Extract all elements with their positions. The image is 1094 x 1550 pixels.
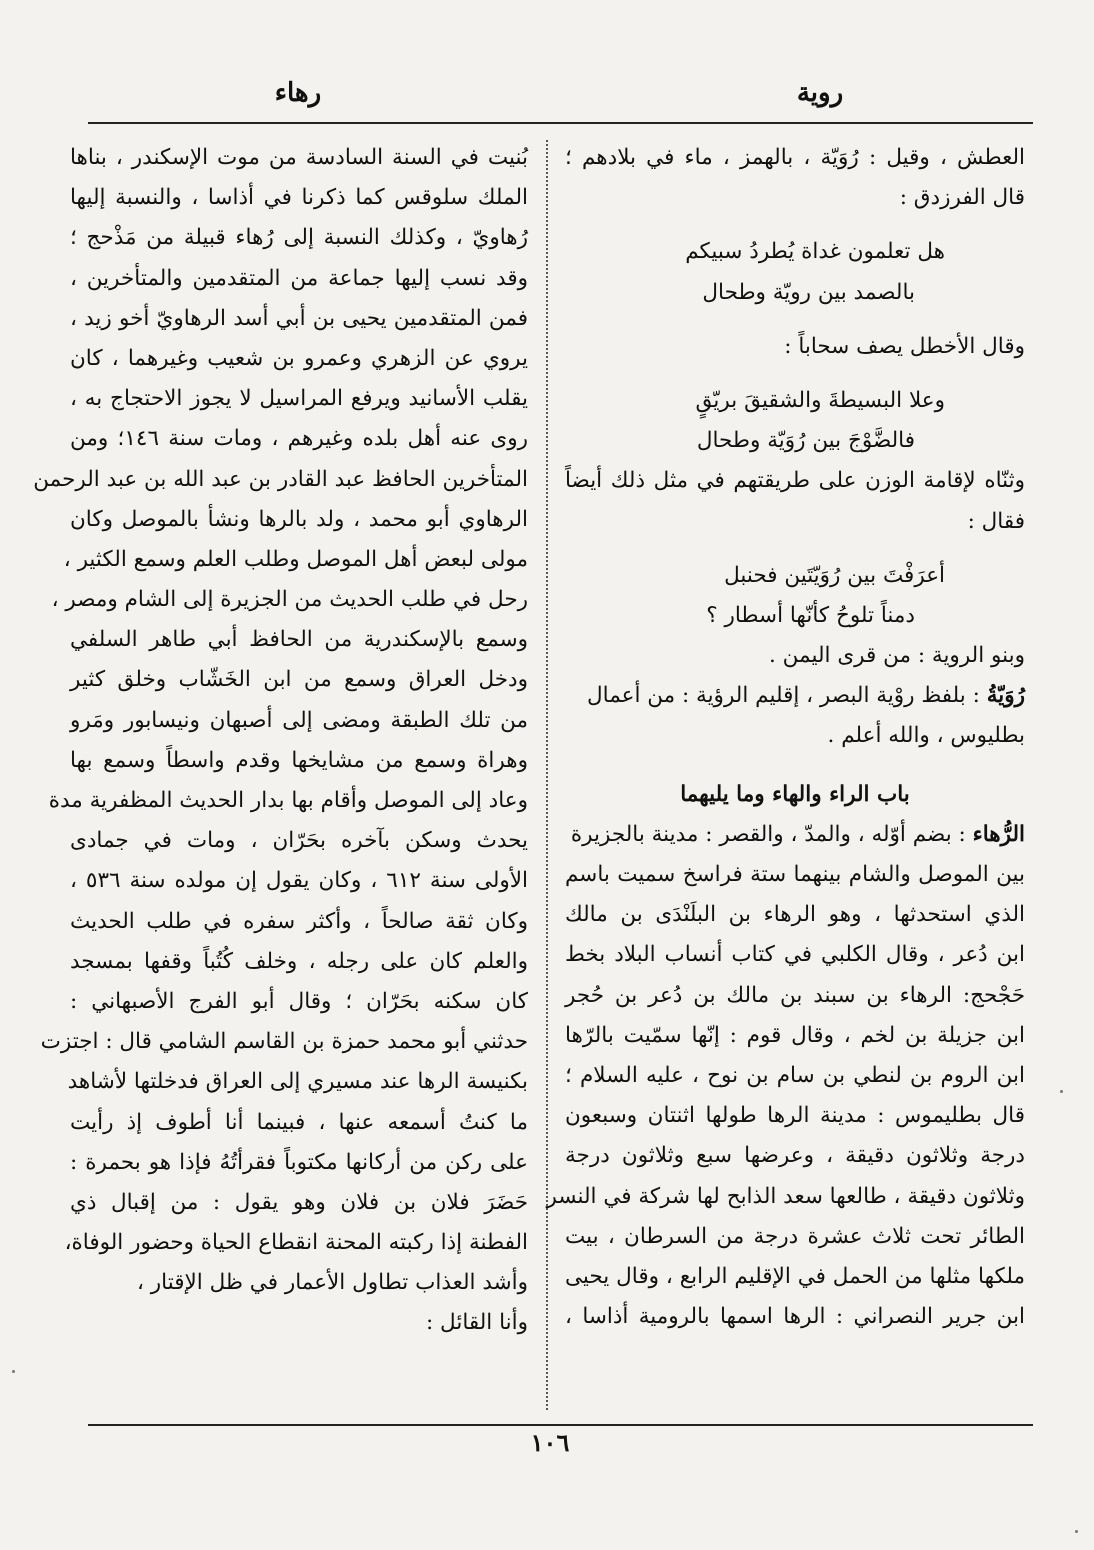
- text-line: على ركن من أركانها مكتوباً فقرأتُهُ فإذا هو بحمرة :: [70, 1149, 528, 1175]
- text-line: فمن المتقدمين يحيى بن أبي أسد الرهاويّ أخو زيد ،: [70, 305, 528, 331]
- text-line: قال بطليموس : مدينة الرها طولها اثنتان وسبعون: [565, 1103, 1025, 1129]
- text-line: وقد نسب إليها جماعة من المتقدمين والمتأخرين ،: [70, 265, 528, 291]
- scan-speck: [1060, 1090, 1063, 1093]
- text-line: رُهاويّ ، وكذلك النسبة إلى رُهاء قبيلة من مَذْحج ؛: [70, 225, 528, 251]
- text-line: يروي عن الزهري وعمرو بن شعيب وغيرهما ، كان: [70, 345, 528, 371]
- text-line: بكنيسة الرها عند مسيري إلى العراق فدخلتها لأشاهد: [67, 1069, 528, 1095]
- scan-speck: [1075, 1530, 1078, 1533]
- text-line: حَضَرَ فلان بن فلان وهو يقول : من إقبال ذي: [70, 1189, 528, 1215]
- text-line: وقال الأخطل يصف سحاباً :: [784, 333, 1025, 359]
- text-line: الأولى سنة ٦١٢ ، وكان يقول إن مولده سنة ٥٣٦ ،: [70, 868, 528, 894]
- entry-headword: الرُّهاء: [972, 821, 1025, 847]
- text-line: مولى لبعض أهل الموصل وطلب العلم وسمع الكثير ،: [63, 546, 528, 572]
- verse-line: فالضَّوْجَ بين رُوَيّة وطحال: [696, 428, 915, 454]
- text-line: ابن الروم بن لنطي بن سام بن نوح ، عليه السلام ؛: [565, 1062, 1025, 1088]
- spacer: [565, 218, 1025, 232]
- entry-text: : بضم أوّله ، والمدّ ، والقصر : مدينة بالجزيرة: [570, 821, 966, 847]
- text-line: ودخل العراق وسمع من ابن الخَشّاب وخلق كثير: [70, 667, 528, 693]
- verse-line: دمناً تلوحُ كأنّها أسطار ؟: [706, 602, 915, 628]
- spacer: [565, 542, 1025, 556]
- left-column: [33, 138, 529, 1344]
- verse-line: أعرَفْتَ بين رُوَيّتَين فحنبل: [724, 562, 945, 588]
- spacer: [565, 313, 1025, 327]
- text-line: الملك سلوقس كما ذكرنا في أذاسا ، والنسبة إليها: [70, 185, 528, 211]
- text-line: بطليوس ، والله أعلم .: [827, 723, 1025, 749]
- verse-line: بالصمد بين رويّة وطحال: [702, 279, 915, 305]
- entry-line: [565, 815, 1025, 855]
- text-line: يقلب الأسانيد ويرفع المراسيل لا يجوز الاحتجاج به ،: [70, 386, 528, 412]
- text-line: رحل في طلب الحديث من الجزيرة إلى الشام ومصر ،: [51, 587, 528, 613]
- running-header-left: رهاء: [274, 78, 322, 108]
- verse-line: وعلا البسيطةَ والشقيقَ بريّقٍ: [695, 387, 945, 413]
- text-line: وثلاثون دقيقة ، طالعها سعد الذابح لها شركة في النسر: [546, 1183, 1025, 1209]
- text-line: ملكها مثلها من الحمل في الإقليم الرابع ، وقال يحيى: [565, 1263, 1025, 1289]
- text-line: ابن دُعر ، وقال الكلبي في كتاب أنساب البلاد بخط: [565, 942, 1025, 968]
- text-line: وبنو الروية : من قرى اليمن .: [769, 643, 1025, 669]
- text-line: بُنيت في السنة السادسة من موت الإسكندر ، بناها: [70, 145, 528, 170]
- text-line: درجة وثلاثون دقيقة ، وعرضها سبع وثلاثون درجة: [565, 1143, 1025, 1169]
- text-line: وسمع بالإسكندرية من الحافظ أبي طاهر السلفي: [70, 627, 528, 653]
- text-line: الطائر تحت ثلاث عشرة درجة من السرطان ، بيت: [565, 1223, 1025, 1249]
- text-line: وكان ثقة صالحاً ، وأكثر سفره في طلب الحديث: [70, 908, 528, 934]
- text-line: فقال :: [967, 508, 1025, 534]
- text-line: والعلم كان على رجله ، وخلف كُتُباً وقفها بمسجد: [70, 948, 528, 974]
- verse-line: هل تعلمون غداة يُطردُ سبيكم: [685, 239, 945, 265]
- text-line: وأشد العذاب تطاول الأعمار في ظل الإقتار ،: [137, 1270, 528, 1296]
- text-line: وثنّاه لإقامة الوزن على طريقتهم في مثل ذلك أيضاً: [565, 468, 1025, 494]
- text-line: الرهاوي أبو محمد ، ولد بالرها ونشأ بالموصل وكان: [70, 506, 528, 532]
- entry-line: [565, 676, 1025, 716]
- text-line: وهراة وسمع من مشايخها وقدم واسطاً وسمع بها: [70, 747, 528, 773]
- header-rule: [88, 122, 1033, 124]
- text-line: من تلك الطبقة ومضى إلى أصبهان ونيسابور ومَرو: [70, 707, 528, 733]
- footer-rule: [88, 1424, 1033, 1426]
- text-line: الذي استحدثها ، وهو الرهاء بن البلَنْدَى بن مالك: [565, 902, 1025, 928]
- text-line: حَجْحج: الرهاء بن سبند بن مالك بن دُعر بن حُجر: [565, 982, 1025, 1008]
- text-line: قال الفرزدق :: [899, 185, 1025, 211]
- text-line: ابن جرير النصراني : الرها اسمها بالرومية أذاسا ،: [565, 1304, 1025, 1330]
- running-header-right: روية: [796, 78, 844, 108]
- entry-headword: رُوَيّةُ: [986, 683, 1025, 709]
- text-line: ابن جزيلة بن لخم ، وقال قوم : إنّها سمّيت بالرّها: [565, 1022, 1025, 1048]
- text-line: وأنا القائل :: [425, 1310, 528, 1336]
- text-line: المتأخرين الحافظ عبد القادر بن عبد الله بن عبد الرحمن: [33, 466, 528, 492]
- text-line: بين الموصل والشام بينهما ستة فراسخ سميت باسم: [565, 862, 1025, 887]
- spacer: [565, 757, 1025, 771]
- spacer: [565, 367, 1025, 381]
- entry-text: : بلفظ روْية البصر ، إقليم الرؤية : من أعمال: [587, 683, 980, 709]
- text-line: يحدث وسكن بآخره بحَرّان ، ومات في جمادى: [70, 828, 528, 854]
- text-line: ما كنتُ أسمعه عنها ، فبينما أنا أطوف إذ رأيت: [70, 1109, 528, 1135]
- text-line: العطش ، وقيل : رُوَيّة ، بالهمز ، ماء في بلادهم ؛: [565, 145, 1025, 170]
- text-line: حدثني أبو محمد حمزة بن القاسم الشامي قال : اجتزت: [40, 1029, 528, 1055]
- right-column: [546, 138, 1025, 1337]
- text-line: كان سكنه بحَرّان ؛ وقال أبو الفرج الأصبهاني :: [70, 988, 528, 1014]
- text-line: روى عنه أهل بلده وغيرهم ، ومات سنة ١٤٦؛ ومن: [70, 426, 529, 452]
- column-divider: [546, 140, 548, 1410]
- text-line: وعاد إلى الموصل وأقام بها بدار الحديث المظفرية مدة: [48, 788, 528, 813]
- page-number: ١٠٦: [530, 1428, 570, 1457]
- section-heading: باب الراء والهاء وما يليهما: [680, 781, 910, 807]
- scan-speck: [12, 1370, 15, 1373]
- text-line: الفطنة إذا ركبته المحنة انقطاع الحياة وحضور الوفاة،: [64, 1230, 528, 1256]
